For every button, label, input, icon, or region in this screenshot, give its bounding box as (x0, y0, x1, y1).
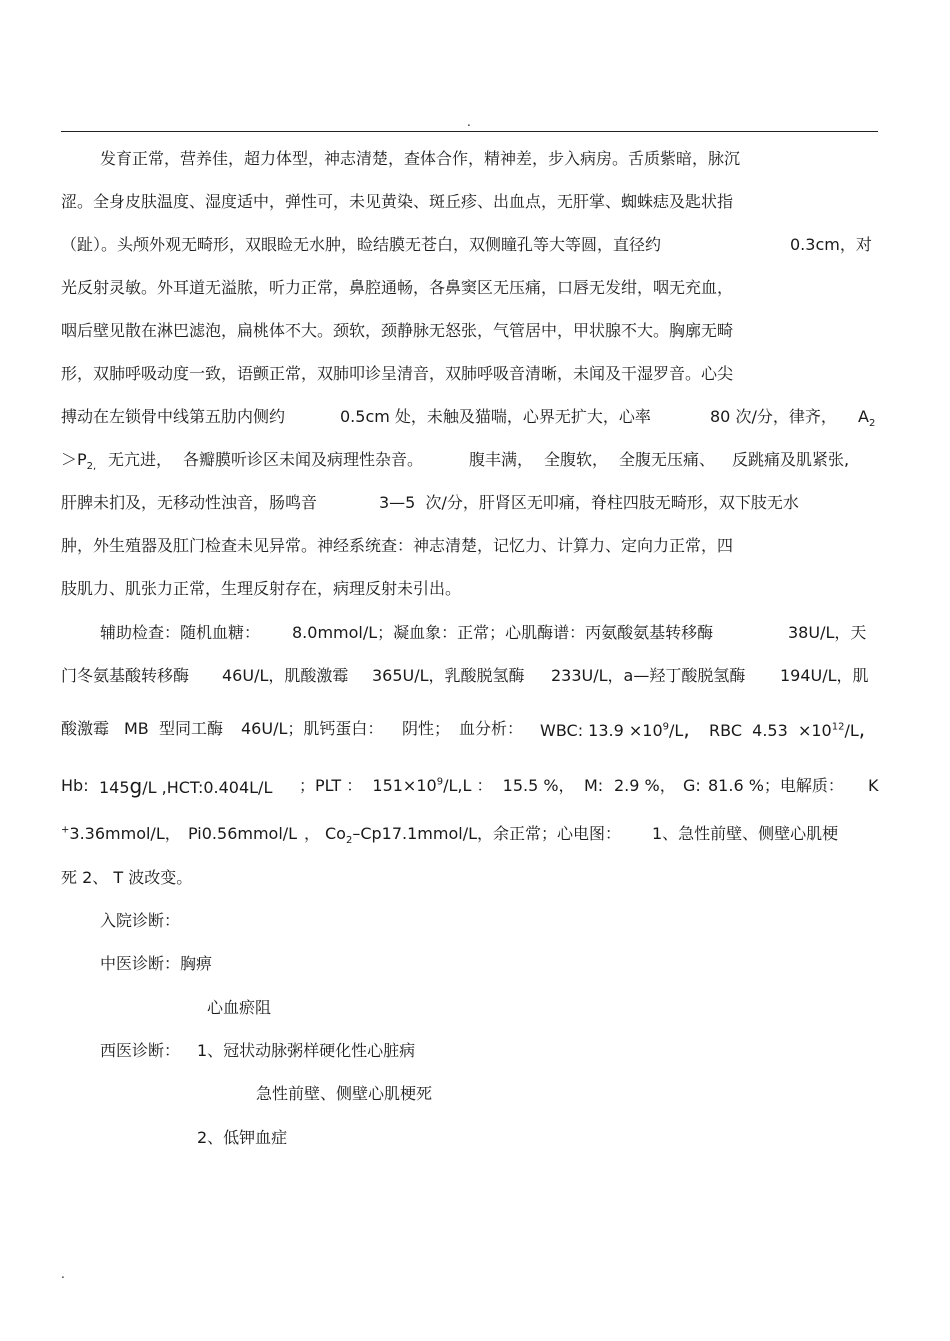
exam-line: 光反射灵敏。外耳道无溢脓，听力正常，鼻腔通畅，各鼻窦区无压痛，口唇无发绀，咽无充血， (61, 278, 734, 297)
header-rule (61, 131, 878, 132)
exam-line: $>P_{2,}$ 无亢进， 各瓣膜听诊区未闻及病理性杂音。 腹丰满， 全腹软， 全腹无压痛、 反跳痛及肌紧张, (61, 450, 850, 473)
exam-line: 发育正常，营养佳，超力体型，神志清楚，查体合作，精神差，步入病房。舌质紫暗，脉沉 (100, 149, 741, 168)
exam-line: 肢肌力、肌张力正常，生理反射存在，病理反射未引出。 (61, 579, 462, 598)
exam-line: 形，双肺呼吸动度一致，语颤正常，双肺叩诊呈清音，双肺呼吸音清晰，未闻及干湿罗音。心尖 (61, 364, 734, 383)
exam-line: 涩。全身皮肤温度、湿度适中，弹性可，未见黄染、斑丘疹、出血点，无肝掌、蜘蛛痣及匙状指 (61, 192, 734, 211)
exam-line: 搏动在左锁骨中线第五肋内侧约 0.5cm 处，未触及猫喘，心界无扩大，心率 80 次/分，律齐， $A_2$ (61, 407, 876, 430)
wm-diagnosis-detail: 急性前壁、侧壁心肌梗死 (256, 1084, 433, 1103)
wm-diagnosis: 西医诊断： 1、冠状动脉粥样硬化性心脏病 (100, 1041, 416, 1060)
aux-line: 辅助检查：随机血糖： 8.0mmol/L；凝血象：正常；心肌酶谱：丙氨酸氨基转移酶 38U/L，天 (100, 623, 867, 642)
tcm-syndrome: 心血瘀阻 (207, 998, 272, 1017)
aux-line: Hb: 145g/L ,HCT:0.404L/L ；PLT ： $151\times 10^9/L,L$ ： 15.5 %， M: 2.9 %， G: 81.6 %；电解质： K (61, 774, 879, 798)
header-dot: . (467, 115, 471, 129)
exam-line: 肝脾未扪及，无移动性浊音，肠鸣音 3—5 次/分，肝肾区无叩痛，脊柱四肢无畸形，双下肢无水 (61, 493, 799, 512)
admit-diagnosis-label: 入院诊断： (100, 911, 181, 930)
exam-line: 咽后壁见散在淋巴滤泡，扁桃体不大。颈软，颈静脉无怒张，气管居中，甲状腺不大。胸廓无畸 (61, 321, 734, 340)
aux-line: 死 2、 T 波改变。 (61, 868, 193, 887)
wm-diagnosis-2: 2、低钾血症 (197, 1128, 288, 1147)
tcm-diagnosis: 中医诊断：胸痹 (100, 954, 213, 973)
footer-dot: . (61, 1267, 65, 1281)
exam-line: （趾）。头颅外观无畸形，双眼睑无水肿，睑结膜无苍白，双侧瞳孔等大等圆，直径约 0.3cm，对 (61, 235, 872, 254)
aux-line: +3.36mmol/L， Pi0.56mmol/L ， $Co_2-Cp17.1mmol/L$，余正常；心电图： 1、急性前壁、侧壁心肌梗 (61, 824, 839, 847)
aux-line: 门冬氨基酸转移酶 46U/L，肌酸激霉 365U/L，乳酸脱氢酶 233U/L，a—羟丁酸脱氢酶 194U/L，肌 (61, 666, 869, 685)
aux-line: 酸激霉 MB 型同工酶 46U/L；肌钙蛋白： 阴性； 血分析： WBC: $13.9 \times 10^9/L$, RBC $4.53 \times 10^{12}/L$, (61, 717, 866, 741)
exam-line: 肿，外生殖器及肛门检查未见异常。神经系统查：神志清楚，记忆力、计算力、定向力正常，四 (61, 536, 734, 555)
